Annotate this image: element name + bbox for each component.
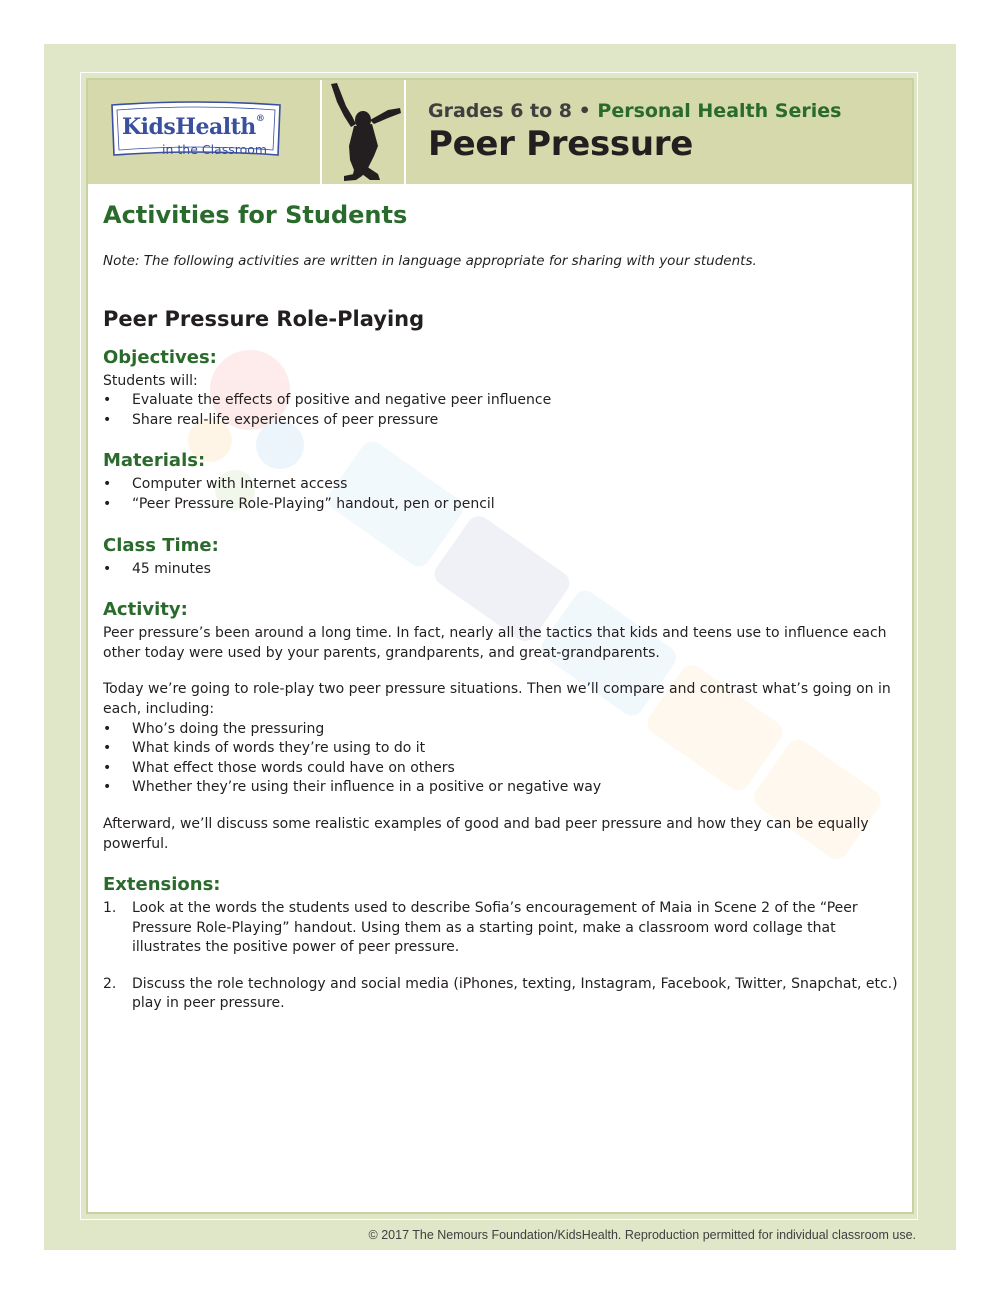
list-item: • Whether they’re using their influence in a positive or negative way bbox=[103, 778, 898, 798]
objectives-heading: Objectives: bbox=[103, 346, 217, 368]
objectives-list bbox=[103, 391, 898, 430]
topic-title: Peer Pressure bbox=[428, 124, 693, 164]
activity-title: Peer Pressure Role-Playing bbox=[103, 306, 425, 331]
cartwheel-figure-icon bbox=[322, 80, 406, 184]
list-number: 2. bbox=[103, 975, 117, 992]
copyright-footer: © 2017 The Nemours Foundation/KidsHealth. Reproduction permitted for individual classroom use. bbox=[368, 1228, 916, 1242]
grade-level: Grades 6 to 8 bbox=[428, 100, 573, 122]
activity-paragraph: Peer pressure’s been around a long time. In fact, nearly all the tactics that kids and teens use to influence each other today were used by your parents, grandparents, and great-grandparents. bbox=[103, 625, 887, 661]
list-item: • What kinds of words they’re using to do it bbox=[103, 739, 898, 759]
kidshealth-logo bbox=[108, 101, 284, 159]
main-content bbox=[103, 200, 898, 1014]
activity-heading: Activity: bbox=[103, 599, 188, 621]
separator: • bbox=[572, 100, 598, 122]
activity-paragraph: Today we’re going to role-play two peer pressure situations. Then we’ll compare and contrast what’s going on in each, including: bbox=[103, 681, 891, 717]
list-item: • Who’s doing the pressuring bbox=[103, 720, 898, 740]
objectives-intro: Students will: bbox=[103, 372, 198, 389]
extensions-heading: Extensions: bbox=[103, 874, 221, 896]
class-time-list bbox=[103, 560, 898, 580]
list-text: Discuss the role technology and social media (iPhones, texting, Instagram, Facebook, Twitter, Snapchat, etc.) play in peer pressure. bbox=[132, 975, 898, 1012]
list-item bbox=[103, 975, 898, 1014]
list-item: • Evaluate the effects of positive and negative peer influence bbox=[103, 391, 898, 411]
materials-heading: Materials: bbox=[103, 450, 206, 472]
class-time-heading: Class Time: bbox=[103, 534, 219, 556]
list-item: • What effect those words could have on others bbox=[103, 759, 898, 779]
list-number: 1. bbox=[103, 900, 117, 917]
list-text: Look at the words the students used to describe Sofia’s encouragement of Maia in Scene 2 of the “Peer Pressure Role-Playing” handout. Using them as a starting point, make a classroom word collage that illustrates the positive power of peer pressure. bbox=[132, 900, 858, 956]
list-item: • Computer with Internet access bbox=[103, 475, 898, 495]
activity-paragraph: Afterward, we’ll discuss some realistic examples of good and bad peer pressure and how they can be equally powerful. bbox=[103, 815, 869, 852]
list-item: • Share real-life experiences of peer pressure bbox=[103, 411, 898, 431]
activity-list bbox=[103, 720, 898, 798]
extensions-list bbox=[103, 899, 898, 1014]
list-item: • 45 minutes bbox=[103, 560, 898, 580]
materials-list bbox=[103, 475, 898, 514]
series-name: Personal Health Series bbox=[597, 100, 842, 122]
list-item bbox=[103, 899, 898, 958]
page-title: Activities for Students bbox=[103, 201, 408, 229]
logo-wordmark: KidsHealth® bbox=[122, 114, 265, 140]
grade-series-line bbox=[428, 100, 841, 122]
teacher-note: Note: The following activities are written in language appropriate for sharing with your students. bbox=[103, 253, 757, 269]
logo-subtitle: in the Classroom bbox=[162, 142, 268, 157]
list-item: • “Peer Pressure Role-Playing” handout, pen or pencil bbox=[103, 495, 898, 515]
